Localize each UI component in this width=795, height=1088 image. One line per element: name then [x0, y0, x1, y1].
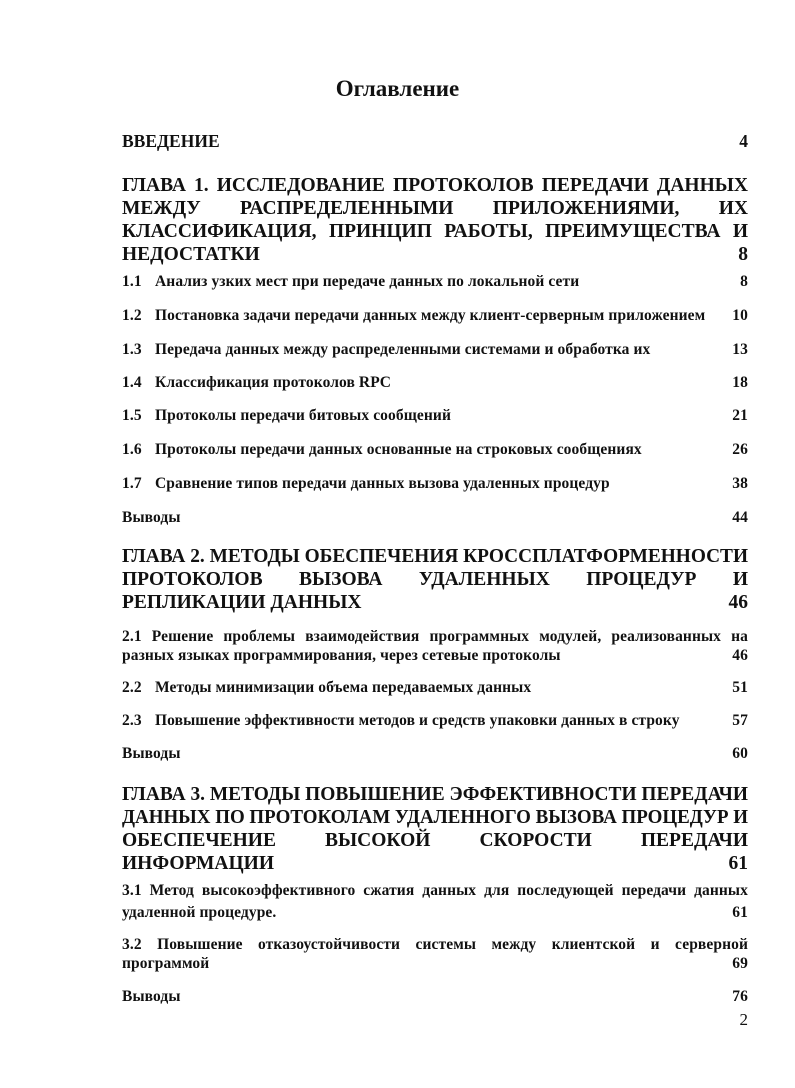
- section-title: Методы минимизации объема передаваемых данных: [155, 679, 532, 696]
- entry-page: 76: [732, 988, 748, 1005]
- page-title: Оглавление: [335, 76, 460, 101]
- section-number: 1.7: [122, 475, 142, 492]
- section-number: 1.5: [122, 407, 142, 424]
- entry-page: 57: [732, 712, 748, 729]
- section-title-line: 2.1 Решение проблемы взаимодействия программных модулей, реализованных на: [122, 628, 748, 645]
- chapter-title-line: ОБЕСПЕЧЕНИЕ ВЫСОКОЙ СКОРОСТИ ПЕРЕДАЧИ: [122, 830, 748, 851]
- entry-label: ВВЕДЕНИЕ: [122, 131, 220, 151]
- chapter-title-line: КЛАССИФИКАЦИЯ, ПРИНЦИП РАБОТЫ, ПРЕИМУЩЕСТВА И: [122, 221, 748, 242]
- toc-section-1-7[interactable]: [122, 474, 748, 493]
- section-number: 2.3: [122, 712, 142, 729]
- section-title-line: 3.1 Метод высокоэффективного сжатия данных для последующей передачи данных: [122, 882, 748, 899]
- toc-section-3-2[interactable]: [122, 935, 748, 973]
- section-number: 1.3: [122, 341, 142, 358]
- section-number: 2.2: [122, 679, 142, 696]
- section-title-line: программой: [122, 955, 210, 972]
- entry-page: 69: [732, 955, 748, 972]
- toc-chapter-3[interactable]: [122, 783, 748, 875]
- section-number: 1.4: [122, 374, 142, 391]
- toc-section-1-3[interactable]: [122, 340, 748, 359]
- chapter-title-line: НЕДОСТАТКИ: [122, 244, 260, 265]
- entry-label: Выводы: [122, 509, 181, 526]
- chapter-title-line: ГЛАВА 3. МЕТОДЫ ПОВЫШЕНИЕ ЭФФЕКТИВНОСТИ ПЕРЕДАЧИ: [122, 784, 748, 805]
- section-number: 1.1: [122, 273, 142, 290]
- section-title: Анализ узких мест при передаче данных по локальной сети: [155, 273, 580, 290]
- entry-label: Выводы: [122, 988, 181, 1005]
- chapter-title-line: ПРОТОКОЛОВ ВЫЗОВА УДАЛЕННЫХ ПРОЦЕДУР И: [122, 569, 748, 590]
- section-title-line: 3.2 Повышение отказоустойчивости системы между клиентской и серверной: [122, 936, 748, 953]
- toc-chapter-1[interactable]: [122, 174, 748, 266]
- chapter-title-line: РЕПЛИКАЦИИ ДАННЫХ: [122, 592, 362, 613]
- entry-page: 44: [732, 509, 748, 526]
- toc-section-2-1[interactable]: [122, 627, 748, 665]
- entry-page: 8: [740, 273, 748, 290]
- entry-page: 8: [738, 244, 748, 265]
- entry-page: 61: [728, 853, 748, 874]
- toc-section-1-5[interactable]: [122, 406, 748, 425]
- entry-page: 13: [732, 341, 748, 358]
- chapter-title-line: МЕЖДУ РАСПРЕДЕЛЕННЫМИ ПРИЛОЖЕНИЯМИ, ИХ: [122, 198, 748, 219]
- entry-page: 38: [732, 475, 748, 492]
- toc-section-3-1[interactable]: [122, 880, 748, 924]
- section-title: Протоколы передачи битовых сообщений: [155, 407, 451, 424]
- entry-page: 18: [732, 374, 748, 391]
- toc-section-2-3[interactable]: [122, 711, 748, 730]
- toc-entry-intro[interactable]: [122, 130, 748, 152]
- toc-section-1-6[interactable]: [122, 440, 748, 459]
- chapter-title-line: ИНФОРМАЦИИ: [122, 853, 275, 874]
- entry-label: Выводы: [122, 745, 181, 762]
- chapter-title-line: ГЛАВА 1. ИССЛЕДОВАНИЕ ПРОТОКОЛОВ ПЕРЕДАЧИ ДАННЫХ: [122, 175, 748, 196]
- section-title: Повышение эффективности методов и средств упаковки данных в строку: [155, 712, 680, 729]
- section-number: 1.6: [122, 441, 142, 458]
- toc-section-2-2[interactable]: [122, 678, 748, 697]
- entry-page: 51: [732, 679, 748, 696]
- section-title: Постановка задачи передачи данных между клиент-серверным приложением: [155, 307, 706, 324]
- chapter-title-line: ДАННЫХ ПО ПРОТОКОЛАМ УДАЛЕННОГО ВЫЗОВА ПРОЦЕДУР И: [122, 807, 748, 828]
- toc-chapter-2[interactable]: [122, 545, 748, 614]
- entry-page: 10: [732, 307, 748, 324]
- section-title: Сравнение типов передачи данных вызова удаленных процедур: [155, 475, 610, 492]
- section-title: Протоколы передачи данных основанные на строковых сообщениях: [155, 441, 642, 458]
- entry-page: 21: [732, 407, 748, 424]
- section-title-line: разных языках программирования, через сетевые протоколы: [122, 647, 561, 664]
- section-title: Передача данных между распределенными системами и обработка их: [155, 341, 651, 358]
- entry-page: 61: [732, 904, 748, 921]
- page-number: 2: [739, 1010, 748, 1029]
- toc-conclusion-1[interactable]: [122, 508, 748, 527]
- section-title: Классификация протоколов RPC: [155, 374, 392, 391]
- toc-section-1-2[interactable]: [122, 306, 748, 325]
- chapter-title-line: ГЛАВА 2. МЕТОДЫ ОБЕСПЕЧЕНИЯ КРОССПЛАТФОРМЕННОСТИ: [122, 546, 748, 567]
- toc-conclusion-3[interactable]: [122, 987, 748, 1006]
- toc-conclusion-2[interactable]: [122, 744, 748, 763]
- entry-page: 26: [732, 441, 748, 458]
- toc-section-1-4[interactable]: [122, 373, 748, 392]
- entry-page: 60: [732, 745, 748, 762]
- section-number: 1.2: [122, 307, 142, 324]
- entry-page: 46: [732, 647, 748, 664]
- section-title-line: удаленной процедуре.: [122, 904, 277, 921]
- entry-page: 4: [739, 131, 748, 151]
- toc-section-1-1[interactable]: [122, 272, 748, 291]
- entry-page: 46: [728, 592, 748, 613]
